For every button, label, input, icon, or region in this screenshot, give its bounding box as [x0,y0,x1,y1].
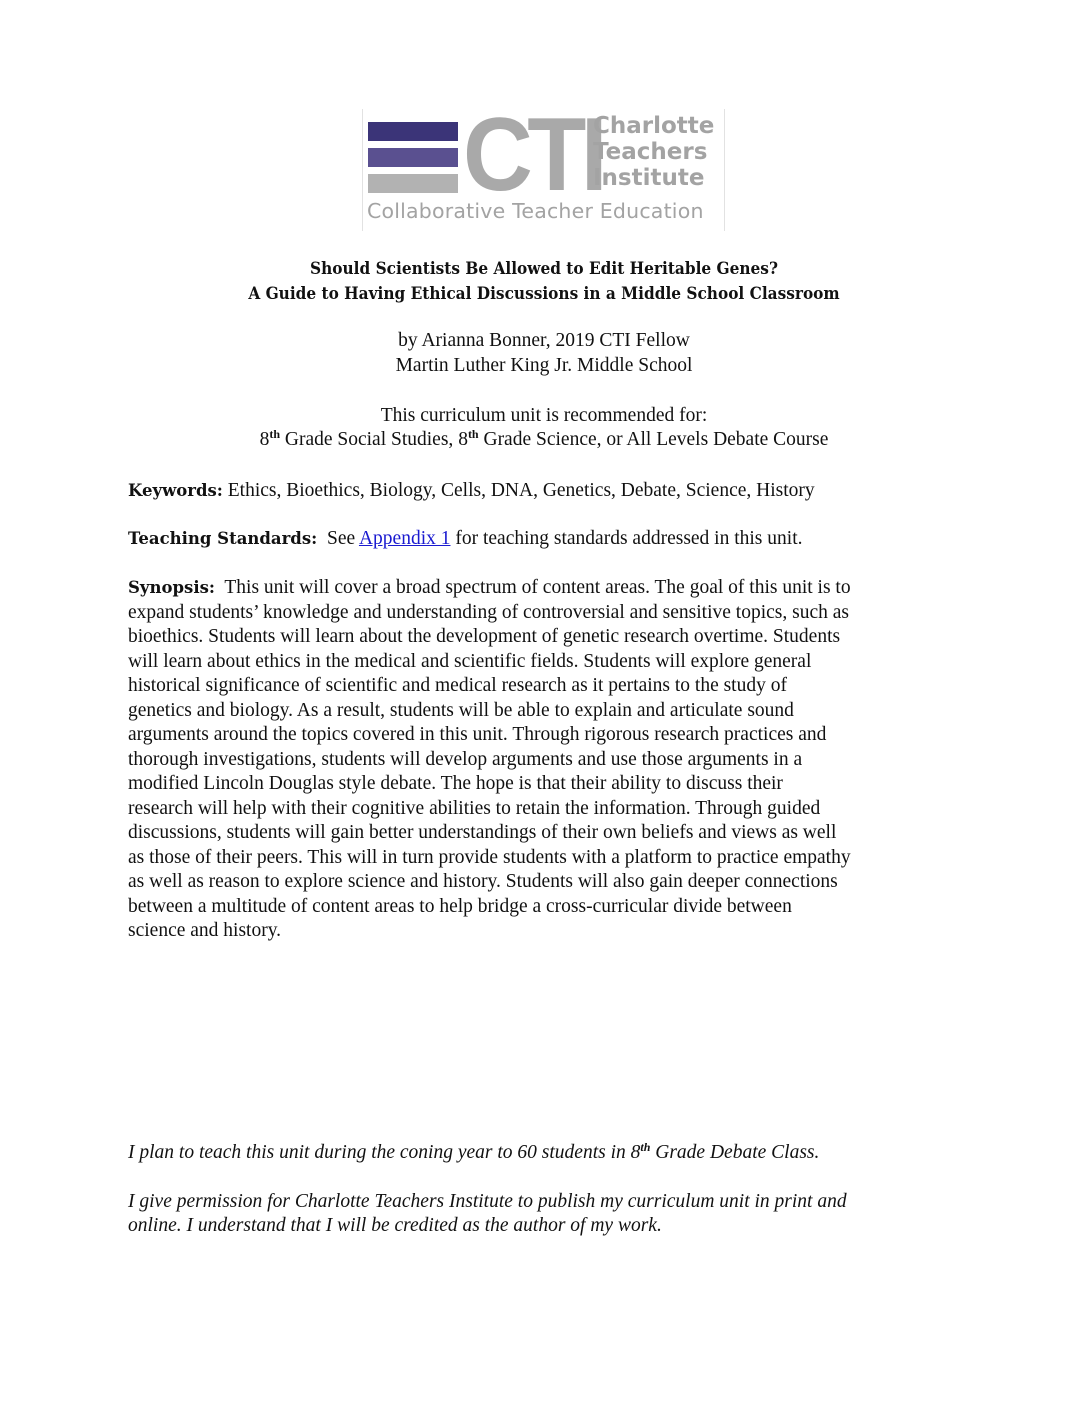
ordinal-suffix: th [640,1140,651,1154]
ordinal-suffix: th [269,427,280,441]
document-subtitle: A Guide to Having Ethical Discussions in a Middle School Classroom [248,284,840,303]
synopsis-section [128,576,928,944]
ordinal-suffix: th [467,427,479,441]
course-text: Grade Science, or All Levels Debate Course [478,429,829,450]
synopsis-line: historical significance of scientific and medical research as it pertains to the study of [128,675,787,696]
appendix-1-link[interactable]: Appendix 1 [358,528,451,549]
synopsis-line: science and history. [128,920,282,941]
teaching-standards-section [128,527,928,552]
synopsis-line: research will help with their cognitive abilities to retain the information. Through guided [128,797,821,819]
synopsis-label: Synopsis: [128,578,215,597]
synopsis-line: arguments around the topics covered in this unit. Through rigorous research practices and [128,724,827,745]
plan-text: I plan to teach this unit during the coning year to 60 students in 8 [128,1142,641,1163]
keywords-label: Keywords: [128,481,223,500]
logo-bar-mid [368,148,458,167]
logo-name [593,113,714,191]
author-school: Martin Luther King Jr. Middle School [395,355,693,376]
recommendation-courses [0,429,1088,451]
cti-logo [362,97,725,231]
permission-statement-line: online. I understand that I will be credited as the author of my work. [128,1215,662,1236]
synopsis-line: modified Lincoln Douglas style debate. The hope is that their ability to discuss their [128,773,783,794]
synopsis-line: between a multitude of content areas to help bridge a cross-curricular divide between [128,895,792,917]
logo-name-line: Institute [593,165,705,191]
synopsis-line: will learn about ethics in the medical and scientific fields. Students will explore general [128,650,812,672]
logo-name-line: Teachers [593,139,708,165]
grade-number: 8 [458,429,468,450]
logo-name-line: Charlotte [593,113,715,139]
logo-monogram: CTI [463,97,603,213]
synopsis-line: genetics and biology. As a result, students will be able to explain and articulate sound [128,699,794,721]
synopsis-text: This unit will cover a broad spectrum of content areas. The goal of this unit is to [214,577,851,598]
document-title: Should Scientists Be Allowed to Edit Heritable Genes? [310,259,778,278]
permission-statement-line: I give permission for Charlotte Teachers Institute to publish my curriculum unit in print and [128,1191,847,1212]
synopsis-line: expand students’ knowledge and understanding of controversial and sensitive topics, such as [128,601,849,623]
teaching-plan-statement [128,1141,819,1166]
author-byline: by Arianna Bonner, 2019 CTI Fellow [398,330,690,351]
grade-number: 8 [259,429,270,450]
recommendation-intro: This curriculum unit is recommended for: [380,405,708,426]
synopsis-line: as well as reason to explore science and history. Students will also gain deeper connections [128,871,838,892]
synopsis-line [128,576,928,601]
keywords-section [128,479,928,504]
course-text: Grade Social Studies, [280,429,459,450]
synopsis-line: discussions, students will gain better understandings of their own beliefs and views as well [128,822,837,843]
keywords-text: Ethics, Bioethics, Biology, Cells, DNA, Genetics, Debate, Science, History [222,480,815,501]
synopsis-line: thorough investigations, students will develop arguments and use those arguments in a [128,748,803,770]
logo-bar-gray [368,174,458,193]
plan-text: Grade Debate Class. [650,1142,820,1163]
synopsis-line: bioethics. Students will learn about the development of genetic research overtime. Students [128,626,841,647]
logo-tagline: Collaborative Teacher Education [367,199,704,223]
teaching-standards-suffix: for teaching standards addressed in this unit. [450,528,803,549]
synopsis-line: as those of their peers. This will in turn provide students with a platform to practice empathy [128,846,851,868]
teaching-standards-prefix: See [317,528,359,549]
teaching-standards-label: Teaching Standards: [128,529,318,548]
logo-bar-dark [368,122,458,141]
